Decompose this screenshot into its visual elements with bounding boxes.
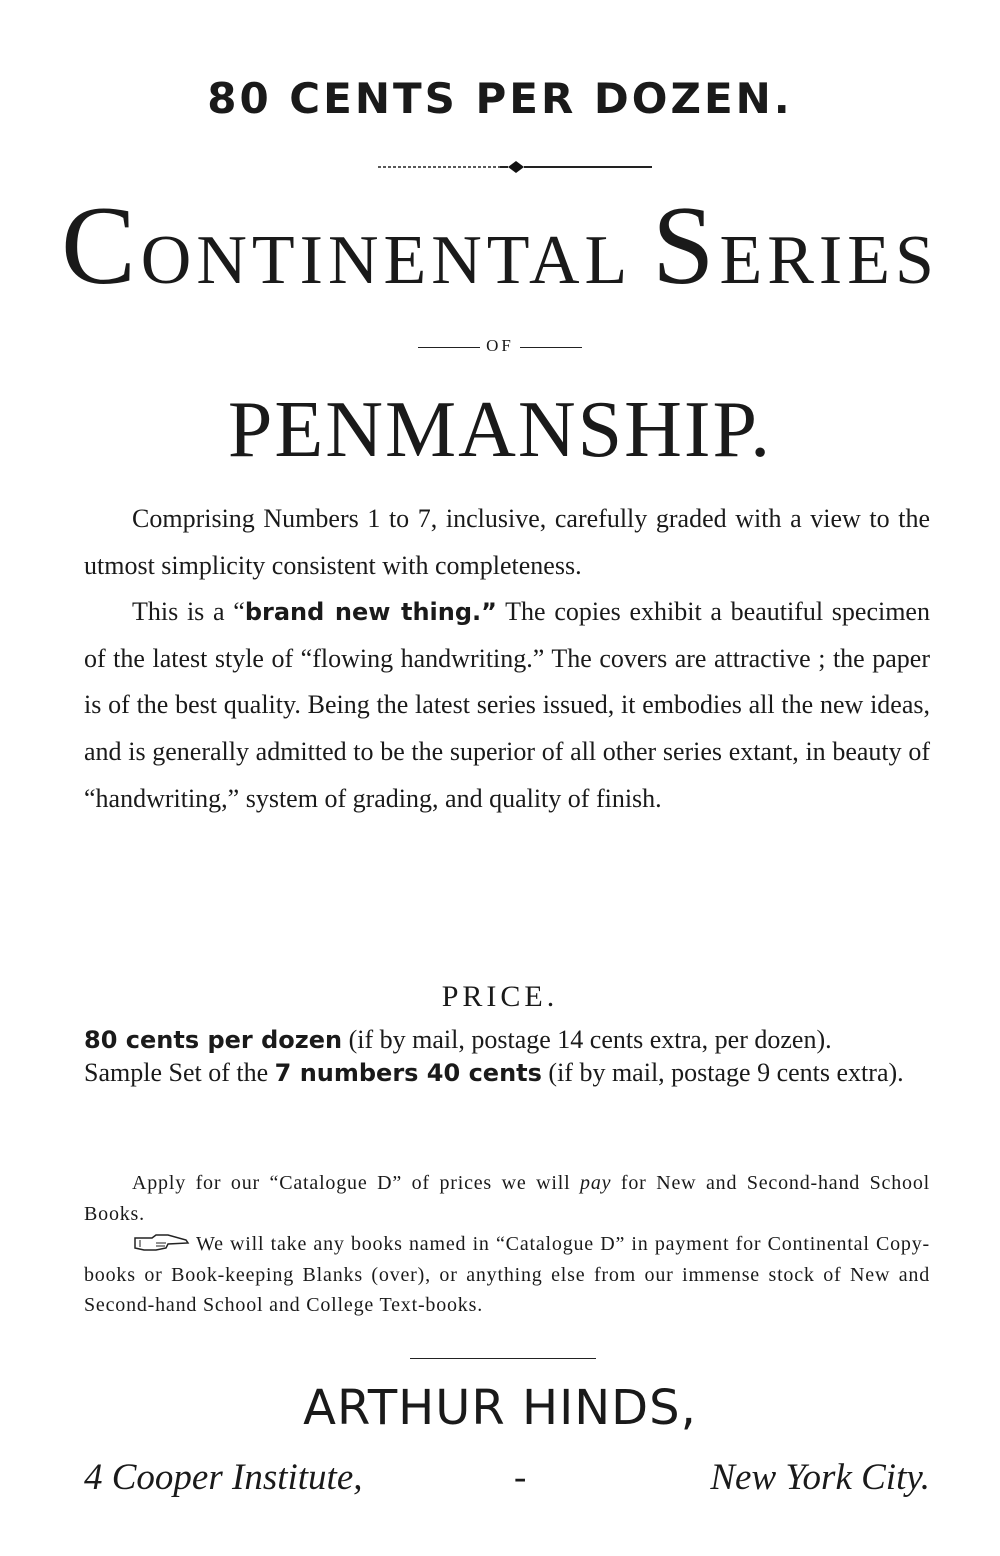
notes xyxy=(84,1168,930,1321)
series-title-initial: C xyxy=(61,184,141,308)
of-text: OF xyxy=(486,336,514,355)
text-run: Apply for our “Catalogue D” of prices we will xyxy=(132,1172,581,1194)
price-banner: 80 CENTS PER DOZEN. xyxy=(207,74,793,123)
note-exchange xyxy=(84,1229,930,1321)
series-title-word1: ONTINENTAL xyxy=(140,222,630,299)
price-heading: PRICE. xyxy=(441,980,559,1013)
ornament-rule-icon xyxy=(370,152,660,182)
address-separator: - xyxy=(514,1457,527,1498)
price-item-sample xyxy=(84,1057,930,1089)
emphasis-text: brand new thing.” xyxy=(244,598,497,627)
emphasis-text: pay xyxy=(580,1172,612,1194)
series-title-initial-2: S xyxy=(652,184,720,308)
paragraph-1: Comprising Numbers 1 to 7, inclusive, carefully graded with a view to the utmost simplicity consistent with completeness. xyxy=(84,504,930,580)
text-run: We will take any books named in “Catalogue D” in payment for Continental Copy-books or Book-keeping Blanks (over), or anything else from our immense stock of New and Second-hand School and College Text-books. xyxy=(84,1233,930,1316)
publisher-address xyxy=(84,1456,930,1506)
price-detail: (if by mail, postage 9 cents extra). xyxy=(541,1058,904,1087)
price-item-dozen xyxy=(84,1024,930,1056)
price-detail: (if by mail, postage 14 cents extra, per dozen). xyxy=(342,1025,832,1054)
main-title: PENMANSHIP. xyxy=(227,386,773,474)
series-title xyxy=(0,184,1000,308)
of-separator xyxy=(0,336,1000,356)
price-bold: 80 cents per dozen xyxy=(84,1026,343,1054)
address-city: New York City. xyxy=(710,1457,930,1498)
note-catalogue xyxy=(84,1168,930,1229)
divider xyxy=(520,347,582,348)
price-bold: 7 numbers 40 cents xyxy=(274,1059,542,1087)
price-lead: Sample Set of the xyxy=(84,1058,275,1087)
address-street: 4 Cooper Institute, xyxy=(84,1457,363,1498)
pointing-hand-icon xyxy=(132,1234,190,1252)
price-list xyxy=(84,1024,930,1090)
publisher-name: ARTHUR HINDS, xyxy=(303,1380,697,1436)
text-run: This is a “ xyxy=(132,597,245,627)
text-run: The copies exhibit a beautiful specimen of the latest style of “flowing handwriting.” The covers are attractive ; the paper is of the best quality. Being the latest series issued, it embodies all the new ideas, and is generally admitted to be the superior of all other series extant, in beauty of “handwriting,” system of grading, and quality of finish. xyxy=(84,597,930,813)
paragraph-2 xyxy=(84,589,930,822)
divider xyxy=(410,1358,596,1359)
divider xyxy=(418,347,480,348)
description xyxy=(84,496,930,822)
text-run: for New and Second-hand School Books. xyxy=(84,1172,930,1225)
series-title-word2: ERIES xyxy=(719,222,939,299)
